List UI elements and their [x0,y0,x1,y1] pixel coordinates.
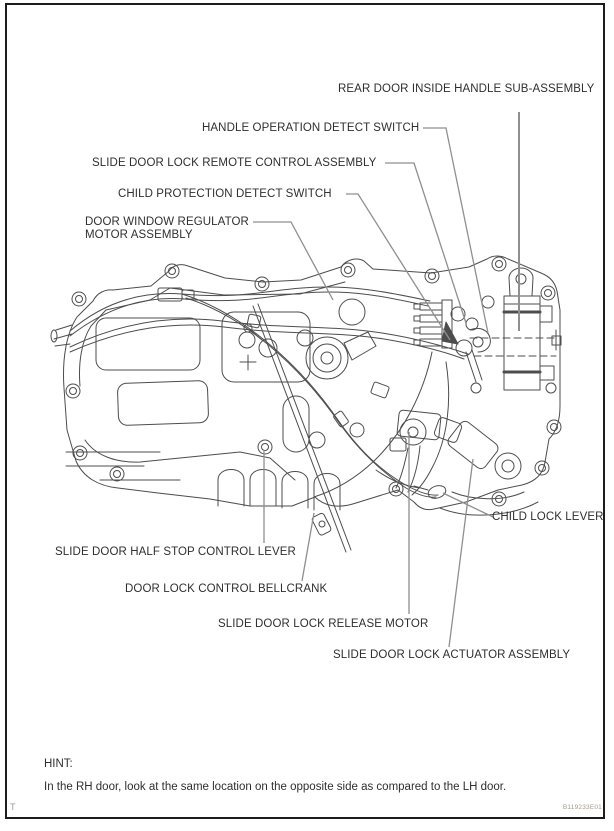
callout-lock-actuator-assembly: SLIDE DOOR LOCK ACTUATOR ASSEMBLY [333,649,571,661]
leader-lock-control-bellcrank [302,513,314,581]
callout-child-protection-switch: CHILD PROTECTION DETECT SWITCH [118,188,332,200]
page-left-marker: T [10,802,16,812]
callout-lock-remote-control: SLIDE DOOR LOCK REMOTE CONTROL ASSEMBLY [92,157,377,169]
leader-child-protection-switch [346,194,450,340]
figure-code: B119233E01 [562,804,602,811]
callout-half-stop-control-lever: SLIDE DOOR HALF STOP CONTROL LEVER [55,546,296,558]
leader-handle-operation-switch [423,128,488,333]
callout-lock-control-bellcrank: DOOR LOCK CONTROL BELLCRANK [125,583,328,595]
callout-window-regulator-motor [85,216,249,242]
door-panel-art [51,256,561,552]
hint-body: In the RH door, look at the same location on the opposite side as compared to the LH door. [44,781,507,793]
callout-lock-release-motor: SLIDE DOOR LOCK RELEASE MOTOR [218,618,429,630]
callout-rear-door-inside-handle: REAR DOOR INSIDE HANDLE SUB-ASSEMBLY [338,83,595,95]
callout-window-regulator-motor-line1: DOOR WINDOW REGULATOR [85,216,249,228]
callout-handle-operation-switch: HANDLE OPERATION DETECT SWITCH [202,122,420,134]
hint-heading: HINT: [44,758,73,770]
callout-child-lock-lever: CHILD LOCK LEVER [492,511,604,523]
leader-lock-actuator-assembly [449,459,473,647]
callout-window-regulator-motor-line2: MOTOR ASSEMBLY [85,229,193,241]
